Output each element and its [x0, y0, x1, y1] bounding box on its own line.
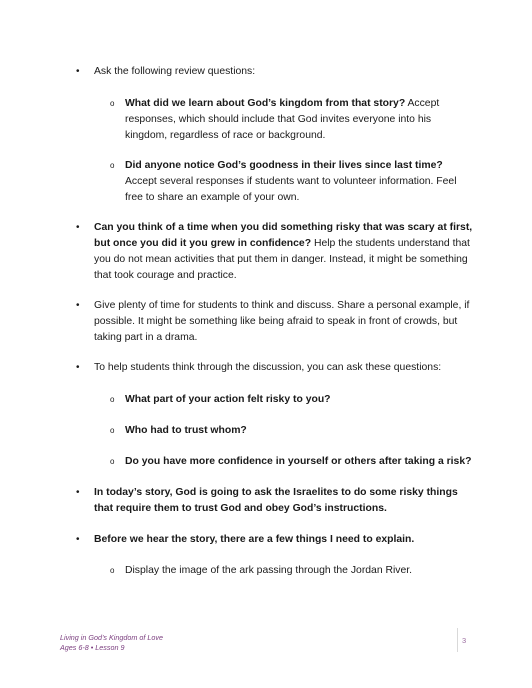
item-text: Give plenty of time for students to think and discuss. Share a personal example, if possible. It might be something like being afraid to speak in front of crowds, but taking part in a drama.: [94, 300, 470, 343]
statement-bold: Before we hear the story, there are a few things I need to explain.: [94, 534, 415, 545]
sub-bullet: o: [110, 566, 115, 575]
bullet: •: [76, 66, 80, 77]
bullet: •: [76, 222, 80, 233]
review-question-1: [125, 96, 475, 144]
follow-up-question: [125, 423, 475, 439]
question-bold: Can you think of a time when you did something risky that was scary at first, but once you did it you grew in confidence?: [94, 222, 473, 249]
follow-up-question: [125, 392, 475, 408]
instruction-text: [94, 360, 484, 376]
sub-bullet: o: [110, 99, 115, 108]
question-bold: Do you have more confidence in yourself or others after taking a risk?: [125, 456, 472, 467]
footer-divider: [457, 628, 458, 652]
bullet: •: [76, 487, 80, 498]
question-note: Help the students understand that you do not mean activities that put them in danger. Instead, it might be something that took courage and practice.: [94, 238, 470, 281]
discussion-question: [94, 220, 474, 284]
question-bold: What did we learn about God’s kingdom from that story?: [125, 98, 406, 109]
footer-lesson: Ages 6-8 • Lesson 9: [60, 643, 125, 652]
follow-up-question: [125, 454, 485, 470]
question-note: Accept responses, which should include that God invites everyone into his kingdom, regardless of race or background.: [125, 98, 440, 141]
review-question-2: [125, 158, 475, 206]
bullet: •: [76, 300, 80, 311]
question-note: Accept several responses if students want to volunteer information. Feel free to share an example of your own.: [125, 176, 457, 203]
sub-bullet: o: [110, 426, 115, 435]
story-intro: [94, 532, 484, 548]
question-bold: Did anyone notice God’s goodness in their lives since last time?: [125, 160, 443, 171]
bullet: •: [76, 534, 80, 545]
page-number: 3: [462, 636, 467, 645]
instruction-text: [125, 563, 475, 579]
instruction-text: [94, 298, 474, 346]
item-text: Ask the following review questions:: [94, 66, 256, 77]
story-intro: [94, 485, 474, 517]
sub-bullet: o: [110, 395, 115, 404]
instruction-text: [94, 64, 474, 80]
question-bold: What part of your action felt risky to you?: [125, 394, 331, 405]
sub-bullet: o: [110, 161, 115, 170]
question-bold: Who had to trust whom?: [125, 425, 247, 436]
item-text: To help students think through the discussion, you can ask these questions:: [94, 362, 442, 373]
bullet: •: [76, 362, 80, 373]
footer-title: Living in God’s Kingdom of Love: [60, 633, 163, 642]
sub-bullet: o: [110, 457, 115, 466]
statement-bold: In today’s story, God is going to ask the Israelites to do some risky things that require them to trust God and obey God’s instructions.: [94, 487, 458, 514]
footer-course-info: [60, 633, 163, 653]
item-text: Display the image of the ark passing through the Jordan River.: [125, 565, 413, 576]
